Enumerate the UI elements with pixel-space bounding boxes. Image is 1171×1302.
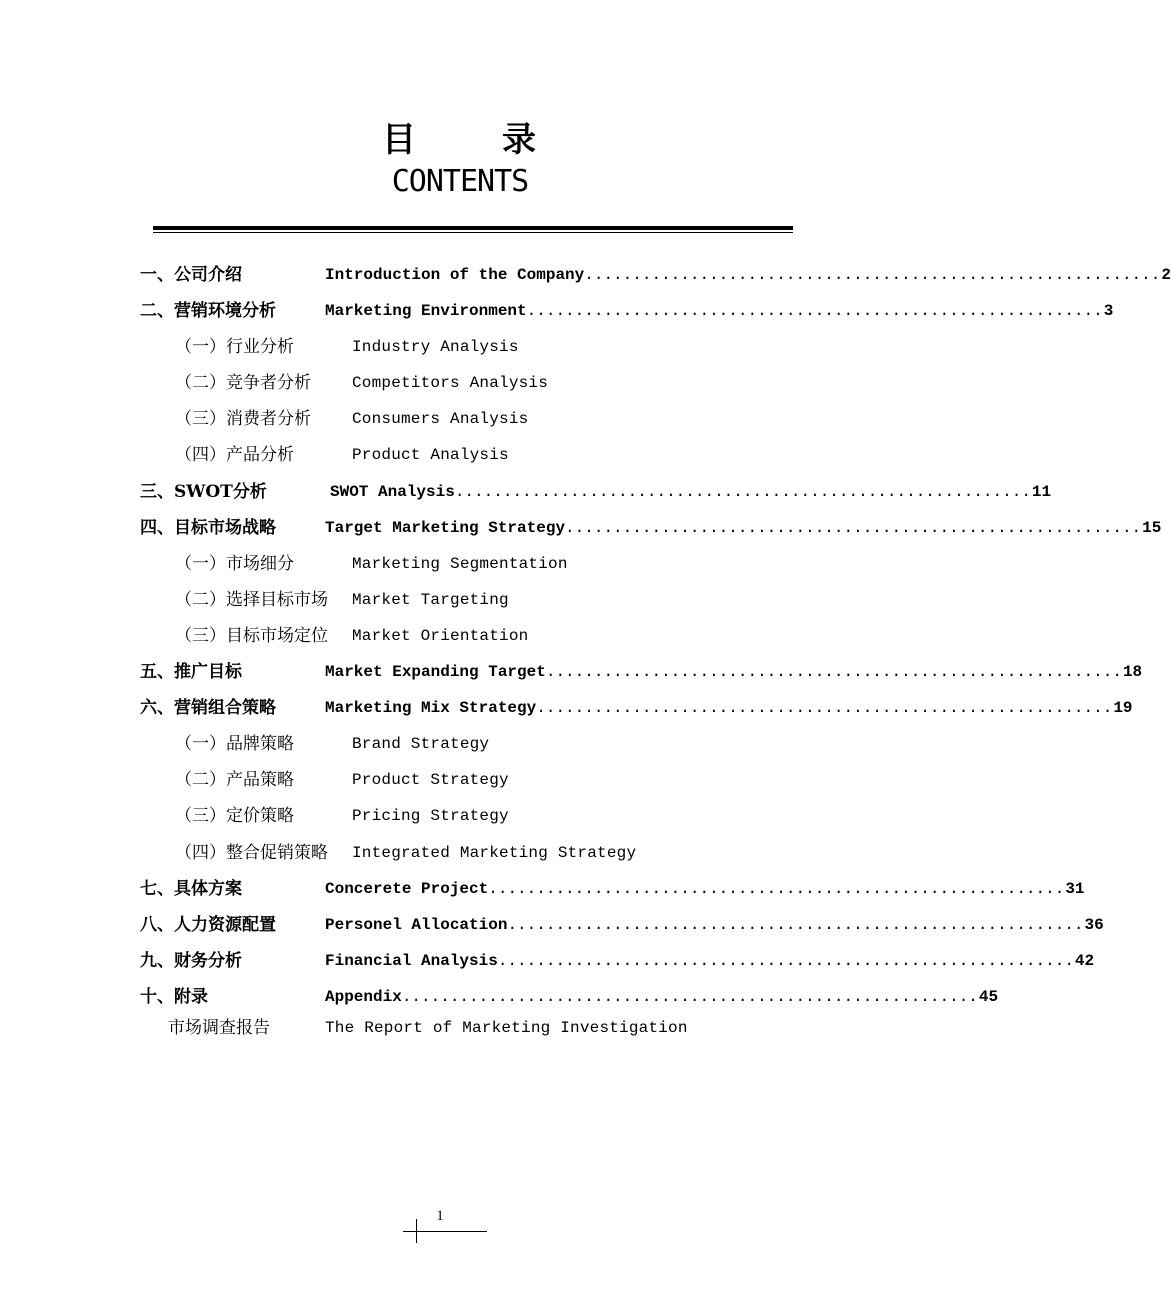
toc-cn: （二）选择目标市场 [175,590,328,610]
toc-en: Integrated Marketing Strategy [352,844,637,862]
toc-en: Consumers Analysis [352,410,529,428]
toc-en: Competitors Analysis [352,374,549,392]
toc-leader: Concerete Project ............................................................ 31 [325,876,792,902]
toc-cn: 市场调查报告 [168,1018,270,1038]
toc-leader: Marketing Mix Strategy ............................................................ 19 [325,695,792,721]
toc-cn: 九、财务分析 [140,951,242,971]
toc-cn: （四）产品分析 [175,445,294,465]
toc-en: Introduction of the Company [325,266,585,284]
toc-cn: （一）行业分析 [175,337,294,357]
toc-cn: （四）整合促销策略 [175,843,328,863]
toc-page-number: 15 [1142,519,1162,537]
toc-en: Pricing Strategy [352,807,509,825]
toc-en: Product Strategy [352,771,509,789]
toc-page-number: 36 [1084,916,1104,934]
toc-page-number: 31 [1065,880,1085,898]
toc-en: SWOT Analysis [330,483,455,501]
toc-leader: SWOT Analysis ............................................................ 11 [330,479,794,505]
footer-rule-vertical [416,1219,417,1243]
toc-en: Financial Analysis [325,952,498,970]
toc-cn: 六、营销组合策略 [140,698,276,718]
toc-en: Target Marketing Strategy [325,519,566,537]
toc-cn: （一）市场细分 [175,554,294,574]
toc-en: Marketing Mix Strategy [325,699,537,717]
toc-page-number: 3 [1103,302,1114,320]
toc-cn: 二、营销环境分析 [140,301,276,321]
toc-en: Industry Analysis [352,338,519,356]
toc-en: Concerete Project [325,880,489,898]
toc-cn: 三、SWOT分析 [140,482,267,502]
toc-cn: 五、推广目标 [140,662,242,682]
toc-leader: Marketing Environment ............................................................ 3 [325,298,783,324]
toc-leader: Financial Analysis ............................................................ 42 [325,948,792,974]
toc-leader: Introduction of the Company ............................................................ 2 [325,262,783,288]
toc-cn: （三）消费者分析 [175,409,311,429]
toc-en: Brand Strategy [352,735,490,753]
toc-en: Market Orientation [352,627,529,645]
toc-en: Marketing Environment [325,302,527,320]
toc-leader: Personel Allocation ............................................................ 36 [325,912,783,938]
toc-page-number: 42 [1074,952,1095,970]
toc-cn: （一）品牌策略 [175,734,294,754]
toc-page-number: 11 [1031,483,1052,501]
title-rule-thick [153,226,793,230]
page-title-en: CONTENTS [391,164,529,199]
toc-leader: Target Marketing Strategy ............................................................ 15 [325,515,792,541]
title-rule-thin [153,232,793,233]
toc-page-number: 19 [1113,699,1133,717]
toc-cn: 一、公司介绍 [140,265,242,285]
title-cn-char-2: 录 [502,120,538,160]
toc-en: Personel Allocation [325,916,508,934]
toc-en: The Report of Marketing Investigation [325,1019,688,1037]
toc-en: Market Targeting [352,591,509,609]
toc-cn: （三）定价策略 [175,806,294,826]
toc-en: Product Analysis [352,446,509,464]
title-cn-char-1: 目 [382,120,418,160]
toc-leader: Market Expanding Target ............................................................ 18 [325,659,792,685]
toc-cn: 十、附录 [140,987,208,1007]
toc-cn: （三）目标市场定位 [175,626,328,646]
toc-cn: 七、具体方案 [140,879,242,899]
toc-page-number: 45 [978,988,999,1006]
toc-cn: （二）竞争者分析 [175,373,311,393]
toc-leader: Appendix ............................................................ 45 [325,984,792,1010]
toc-page-number: 18 [1122,663,1143,681]
toc-cn: （二）产品策略 [175,770,294,790]
toc-page-number: 2 [1161,266,1171,284]
toc-cn: 四、目标市场战略 [140,518,276,538]
toc-cn: 八、人力资源配置 [140,915,276,935]
page-number: 1 [436,1208,444,1224]
toc-en: Appendix [325,988,402,1006]
toc-en: Market Expanding Target [325,663,546,681]
toc-en: Marketing Segmentation [352,555,568,573]
page-title-cn [0,112,920,161]
